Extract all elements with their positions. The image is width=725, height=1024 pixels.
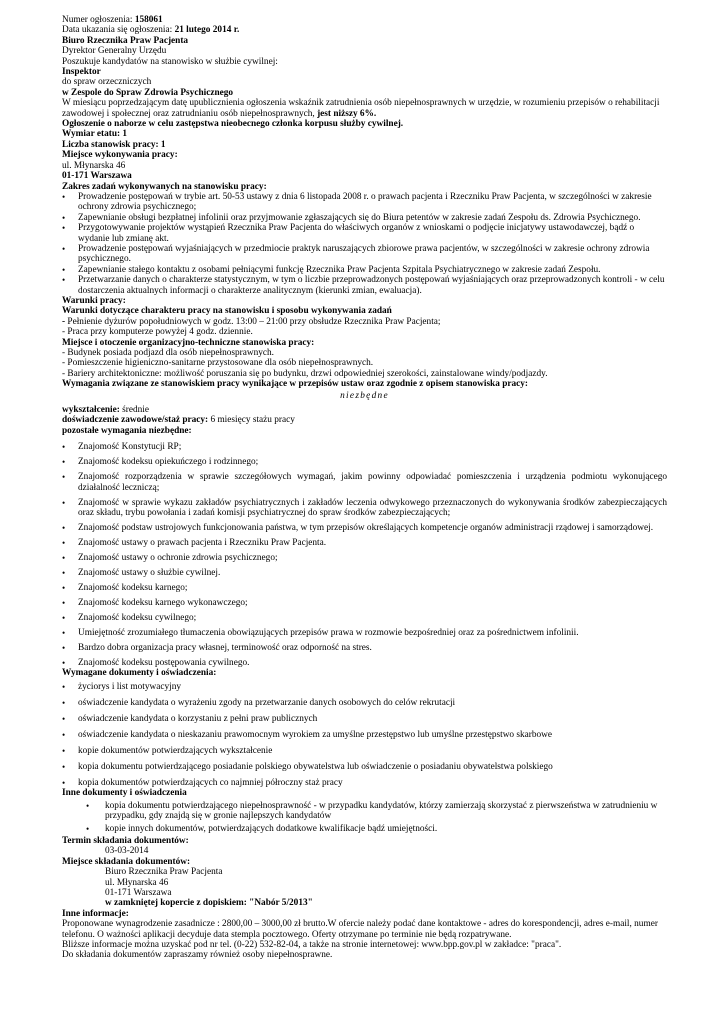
list-item: • Prowadzenie postępowań w trybie art. 50-53 ustawy z dnia 6 listopada 2008 r. o prawach pacjenta i Rzeczniku Praw Pacjenta, w szczególności w zakresie ochrony zdrowia psychicznego; <box>62 192 667 213</box>
fte-line: Wymiar etatu: 1 <box>62 129 128 140</box>
list-item: • Znajomość ustawy o prawach pacjenta i Rzeczniku Praw Pacjenta. <box>62 538 667 548</box>
list-item: • kopia dokumentu potwierdzającego niepełnosprawność - w przypadku kandydatów, którzy zamierzają skorzystać z pierwszeństwa w zatrudnieniu w przypadku, gdy znajdą się w gronie najlepszych kandydatów <box>62 801 667 822</box>
seeks-line: Poszukuje kandydatów na stanowisko w służbie cywilnej: <box>62 56 278 67</box>
conditions-line-1: - Pełnienie dyżurów popołudniowych w godz. 13:00 – 21:00 przy obsłudze Rzecznika Praw Pacjenta; <box>62 316 441 327</box>
experience-line: doświadczenie zawodowe/staż pracy: 6 miesięcy stażu pracy <box>62 415 295 426</box>
position-title: Inspektor <box>62 67 101 78</box>
list-item: • Przygotowywanie projektów wystąpień Rzecznika Praw Pacjenta do właściwych organów z wnioskami o podjęcie inicjatywy ustawodawczej, bądź o wydanie lub zmianę akt. <box>62 223 667 244</box>
submission-city: 01-171 Warszawa <box>105 887 172 898</box>
list-item: • Znajomość kodeksu karnego; <box>62 583 667 593</box>
list-item: • Znajomość kodeksu cywilnego; <box>62 613 667 623</box>
replacement-note: Ogłoszenie o naborze w celu zastępstwa nieobecnego członka korpusu służby cywilnej. <box>62 119 404 130</box>
employer-name: Biuro Rzecznika Praw Pacjenta <box>62 35 189 46</box>
other-info-invitation: Do składania dokumentów zapraszamy również osoby niepełnosprawne. <box>62 950 333 961</box>
location-city: 01-171 Warszawa <box>62 171 132 182</box>
announcement-number-label: Numer ogłoszenia: <box>62 15 135 25</box>
conditions-title: Warunki pracy: <box>62 295 126 306</box>
list-item: • życiorys i list motywacyjny <box>62 682 667 692</box>
submission-org: Biuro Rzecznika Praw Pacjenta <box>105 867 223 878</box>
position-subtitle: do spraw orzeczniczych <box>62 77 152 88</box>
list-item: • Znajomość ustawy o ochronie zdrowia psychicznego; <box>62 553 667 563</box>
list-item: • oświadczenie kandydata o wyrażeniu zgody na przetwarzanie danych osobowych do celów rekrutacji <box>62 698 667 708</box>
announcement-number: 158061 <box>134 15 163 25</box>
publish-date: 21 lutego 2014 r. <box>174 25 240 36</box>
disability-note: W miesiącu poprzedzającym datę upublicznienia ogłoszenia wskaźnik zatrudnienia osób niepełnosprawnych w urzędzie, w rozumieniu przepisów o rehabilitacji zawodowej i społecznej oraz zatrudnianiu osób niepełnosprawnych, jest niższy 6%. <box>62 98 660 119</box>
list-item: • Zapewnianie obsługi bezpłatnej infolinii oraz przyjmowanie zgłaszających się do Biura petentów w zakresie zadań Zespołu ds. Zdrowia Psychicznego. <box>62 213 667 223</box>
requirements-list <box>62 442 667 668</box>
submission-envelope-note: w zamkniętej kopercie z dopiskiem: "Nabór 5/2013" <box>105 898 313 909</box>
director-title: Dyrektor Generalny Urzędu <box>62 46 167 57</box>
list-item: • oświadczenie kandydata o nieskazaniu prawomocnym wyrokiem za umyślne przestępstwo lub umyślne przestępstwo skarbowe <box>62 730 667 740</box>
submission-title: Miejsce składania dokumentów: <box>62 856 191 867</box>
list-item: • Znajomość rozporządzenia w sprawie szczegółowych wymagań, jakim powinny odpowiadać pomieszczenia i urządzenia podmiotu wykonującego działalność leczniczą; <box>62 472 667 493</box>
positions-count-line: Liczba stanowisk pracy: 1 <box>62 139 166 150</box>
list-item: • Przetwarzanie danych o charakterze statystycznym, w tym o liczbie przeprowadzonych postępowań wyjaśniających oraz przeprowadzonych kontroli - w celu dostarczenia aktualnych informacji o charakterze analitycznym (kierunki zmian, ewaluacja). <box>62 275 667 296</box>
list-item: • kopie dokumentów potwierdzających wykształcenie <box>62 746 667 756</box>
conditions-subtitle: Warunki dotyczące charakteru pracy na stanowisku i sposobu wykonywania zadań <box>62 306 392 317</box>
tasks-title: Zakres zadań wykonywanych na stanowisku pracy: <box>62 181 267 192</box>
other-info-text: Proponowane wynagrodzenie zasadnicze : 2800,00 – 3000,00 zł brutto.W ofercie należy podać dane kontaktowe - adres do korespondencji, adres e-mail, numer telefonu. O ważności aplikacji decyduje data stempla pocztowego. Oferty otrzymane po terminie nie będą rozpatrywane. <box>62 919 658 940</box>
publish-date-line <box>62 25 667 35</box>
necessary-heading: niezbędne <box>340 390 389 401</box>
list-item: • kopie innych dokumentów, potwierdzających dodatkowe kwalifikacje bądź umiejętności. <box>62 824 667 834</box>
other-requirements-title: pozostałe wymagania niezbędne: <box>62 425 192 436</box>
location-street: ul. Młynarska 46 <box>62 160 126 171</box>
list-item: • kopia dokumentów potwierdzających co najmniej półroczny staż pracy <box>62 778 667 788</box>
submission-street: ul. Młynarska 46 <box>105 877 169 888</box>
publish-date-label: Data ukazania się ogłoszenia: <box>62 25 175 36</box>
other-documents-list <box>62 801 667 834</box>
list-item: • Znajomość kodeksu karnego wykonawczego; <box>62 598 667 608</box>
disability-note-bold: jest niższy 6%. <box>317 108 377 119</box>
list-item: • Prowadzenie postępowań wyjaśniających w przedmiocie praktyk naruszających zbiorowe prawa pacjentów, w szczególności w zakresie ochrony zdrowia psychicznego. <box>62 244 667 265</box>
list-item: • Znajomość Konstytucji RP; <box>62 442 667 452</box>
unit-name: w Zespole do Spraw Zdrowia Psychicznego <box>62 87 234 98</box>
other-info-title: Inne informacje: <box>62 908 129 919</box>
other-info-contact: Bliższe informacje można uzyskać pod nr tel. (0-22) 532-82-04, a także na stronie internetowej: www.bpp.gov.pl w zakładce: "praca". <box>62 939 562 950</box>
list-item: • kopia dokumentu potwierdzającego posiadanie polskiego obywatelstwa lub oświadczenie o posiadaniu obywatelstwa polskiego <box>62 762 667 772</box>
environment-item: - Pomieszczenie higieniczno-sanitarne przystosowane dla osób niepełnosprawnych. <box>62 358 374 369</box>
documents-title: Wymagane dokumenty i oświadczenia: <box>62 668 217 679</box>
announcement-number-line <box>62 15 667 25</box>
list-item: • Bardzo dobra organizacja pracy własnej, terminowość oraz odporność na stres. <box>62 643 667 653</box>
environment-item: - Budynek posiada podjazd dla osób niepełnosprawnych. <box>62 348 274 358</box>
other-documents-title: Inne dokumenty i oświadczenia <box>62 788 187 799</box>
list-item: • Znajomość kodeksu postępowania cywilnego. <box>62 658 667 668</box>
deadline-date: 03-03-2014 <box>105 846 149 857</box>
list-item: • Znajomość podstaw ustrojowych funkcjonowania państwa, w tym przepisów określających kompetencje organów administracji rządowej i samorządowej. <box>62 523 667 533</box>
environment-item: - Bariery architektoniczne: możliwość poruszania się po budynku, drzwi odpowiedniej szerokości, zainstalowane windy/podjazdy. <box>62 368 548 379</box>
list-item: • oświadczenie kandydata o korzystaniu z pełni praw publicznych <box>62 714 667 724</box>
list-item: • Znajomość ustawy o służbie cywilnej. <box>62 568 667 578</box>
list-item: • Znajomość w sprawie wykazu zakładów psychiatrycznych i zakładów leczenia odwykowego przeznaczonych do wykonywania środków zabezpieczających oraz składu, trybu powołania i zadań komisji psychiatrycznej do spraw środków zabezpieczających; <box>62 498 667 519</box>
list-item: • Umiejętność zrozumiałego tłumaczenia obowiązujących przepisów prawa w rozmowie bezpośredniej oraz za pośrednictwem infolinii. <box>62 628 667 638</box>
requirements-title: Wymagania związane ze stanowiskiem pracy wynikające w przepisów ustaw oraz zgodnie z opisem stanowiska pracy: <box>62 379 529 390</box>
education-line: wykształcenie: średnie <box>62 405 150 416</box>
environment-title: Miejsce i otoczenie organizacyjno-techniczne stanowiska pracy: <box>62 337 315 348</box>
documents-list <box>62 682 667 788</box>
deadline-title: Termin składania dokumentów: <box>62 835 189 846</box>
list-item: • Znajomość kodeksu opiekuńczego i rodzinnego; <box>62 457 667 467</box>
list-item: • Zapewnianie stałego kontaktu z osobami pełniącymi funkcję Rzecznika Praw Pacjenta Szpitala Psychiatrycznego w zakresie zadań Zespołu. <box>62 265 667 275</box>
tasks-list <box>62 192 667 296</box>
location-label: Miejsce wykonywania pracy: <box>62 150 178 161</box>
conditions-line-2: - Praca przy komputerze powyżej 4 godz. dziennie. <box>62 327 253 338</box>
